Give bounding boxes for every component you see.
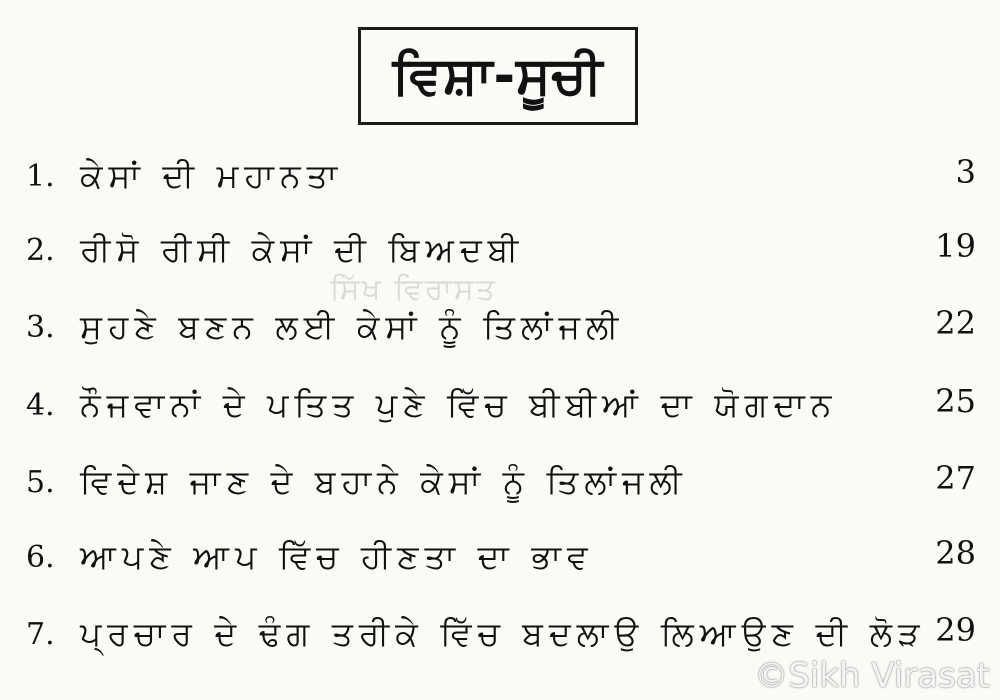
toc-chapter-title: ਰੀਸੋ ਰੀਸੀ ਕੇਸਾਂ ਦੀ ਬਿਅਦਬੀ [80,230,525,269]
toc-page-number: 29 [935,611,976,649]
toc-row [0,228,1000,288]
toc-page-number: 3 [955,153,976,191]
center-watermark: ਸਿੱਖ ਵਿਰਾਸਤ [330,272,497,307]
toc-number: 4. [26,388,55,423]
toc-number: 5. [26,465,55,500]
toc-chapter-title: ਕੇਸਾਂ ਦੀ ਮਹਾਨਤਾ [80,156,344,195]
toc-page-number: 25 [935,382,976,420]
toc-chapter-title: ਆਪਣੇ ਆਪ ਵਿੱਚ ਹੀਣਤਾ ਦਾ ਭਾਵ [80,537,594,576]
toc-chapter-title: ਪ੍ਰਚਾਰ ਦੇ ਢੰਗ ਤਰੀਕੇ ਵਿੱਚ ਬਦਲਾਉ ਲਿਆਉਣ ਦੀ ਲੋੜ [80,614,926,653]
toc-page-number: 19 [935,227,976,265]
toc-chapter-title: ਸੁਹਣੇ ਬਣਨ ਲਈ ਕੇਸਾਂ ਨੂੰ ਤਿਲਾਂਜਲੀ [80,307,625,346]
toc-row [0,383,1000,443]
copyright-watermark: ©Sikh Virasat [754,656,990,696]
toc-chapter-title: ਵਿਦੇਸ਼ ਜਾਣ ਦੇ ਬਹਾਨੇ ਕੇਸਾਂ ਨੂੰ ਤਿਲਾਂਜਲੀ [80,462,688,501]
toc-number: 2. [26,233,55,268]
toc-number: 6. [26,540,55,575]
toc-number: 7. [26,617,55,652]
toc-chapter-title: ਨੌਜਵਾਨਾਂ ਦੇ ਪਤਿਤ ਪੁਣੇ ਵਿੱਚ ਬੀਬੀਆਂ ਦਾ ਯੋਗਦਾਨ [80,385,838,424]
toc-number: 3. [26,310,55,345]
toc-row [0,154,1000,214]
toc-row [0,460,1000,520]
toc-number: 1. [26,159,55,194]
page-title: ਵਿਸ਼ਾ-ਸੂਚੀ [392,46,604,106]
toc-page-number: 28 [935,534,976,572]
toc-row [0,535,1000,595]
toc-row [0,305,1000,365]
toc-page-number: 27 [935,459,976,497]
toc-page-number: 22 [935,304,976,342]
